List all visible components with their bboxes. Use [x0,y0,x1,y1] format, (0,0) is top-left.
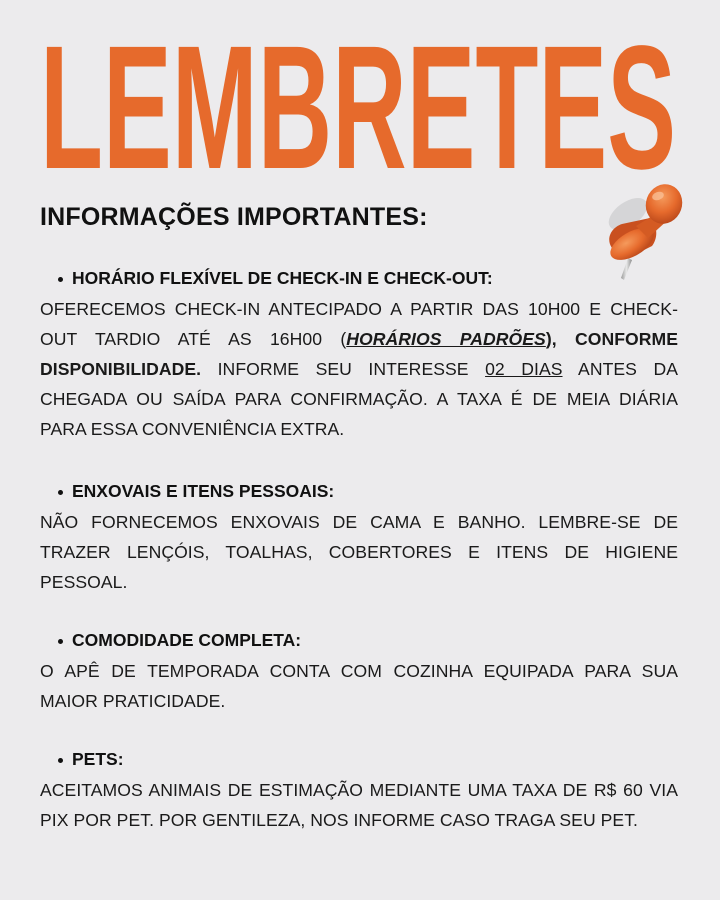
section-heading-text: PETS: [72,748,124,769]
bullet-icon [58,277,63,282]
body-text: INFORME SEU INTERESSE [201,359,486,379]
section-body: NÃO FORNECEMOS ENXOVAIS DE CAMA E BANHO. LEMBRE-SE DE TRAZER LENÇÓIS, TOALHAS, COBERTORES E ITENS DE HIGIENE PESSOAL. [40,512,678,592]
section-heading-text: COMODIDADE COMPLETA: [72,629,302,650]
standard-hours-emphasis: HORÁRIOS PADRÕES [346,329,546,349]
section-amenities [40,627,678,716]
section-heading-text: ENXOVAIS E ITENS PESSOAIS: [72,480,335,501]
body-text: ANTES DA CHEGADA OU SAÍDA PARA CONFIRMAÇÃO. A TAXA É DE MEIA DIÁRIA PARA ESSA CONVENIÊNCIA EXTRA. [40,359,678,439]
body-text: OFERECEMOS CHECK-IN ANTECIPADO A PARTIR DAS 10H00 E CHECK-OUT TARDIO ATÉ AS 16H00 ( [40,299,678,349]
title-graphic [38,22,678,182]
section-heading-text: HORÁRIO FLEXÍVEL DE CHECK-IN E CHECK-OUT: [72,267,493,288]
section-body [40,294,678,444]
title-text: LEMBRETES [40,22,676,182]
bullet-icon [58,758,63,763]
section-linens [40,478,678,597]
section-checkin [40,265,678,444]
section-body: ACEITAMOS ANIMAIS DE ESTIMAÇÃO MEDIANTE UMA TAXA DE R$ 60 VIA PIX POR PET. POR GENTILEZA, NOS INFORME CASO TRAGA SEU PET. [40,780,678,830]
two-days-underline: 02 DIAS [485,359,563,379]
bullet-icon [58,490,63,495]
section-pets [40,746,678,835]
section-heading [58,627,678,653]
availability-emphasis: ), CONFORME DISPONIBILIDADE. [40,329,678,379]
section-heading [58,265,678,291]
section-subtitle: INFORMAÇÕES IMPORTANTES: [40,203,428,231]
section-heading [58,478,678,504]
section-heading [58,746,678,772]
bullet-icon [58,639,63,644]
page-title [38,22,678,182]
section-body: O APÊ DE TEMPORADA CONTA COM COZINHA EQUIPADA PARA SUA MAIOR PRATICIDADE. [40,661,678,711]
